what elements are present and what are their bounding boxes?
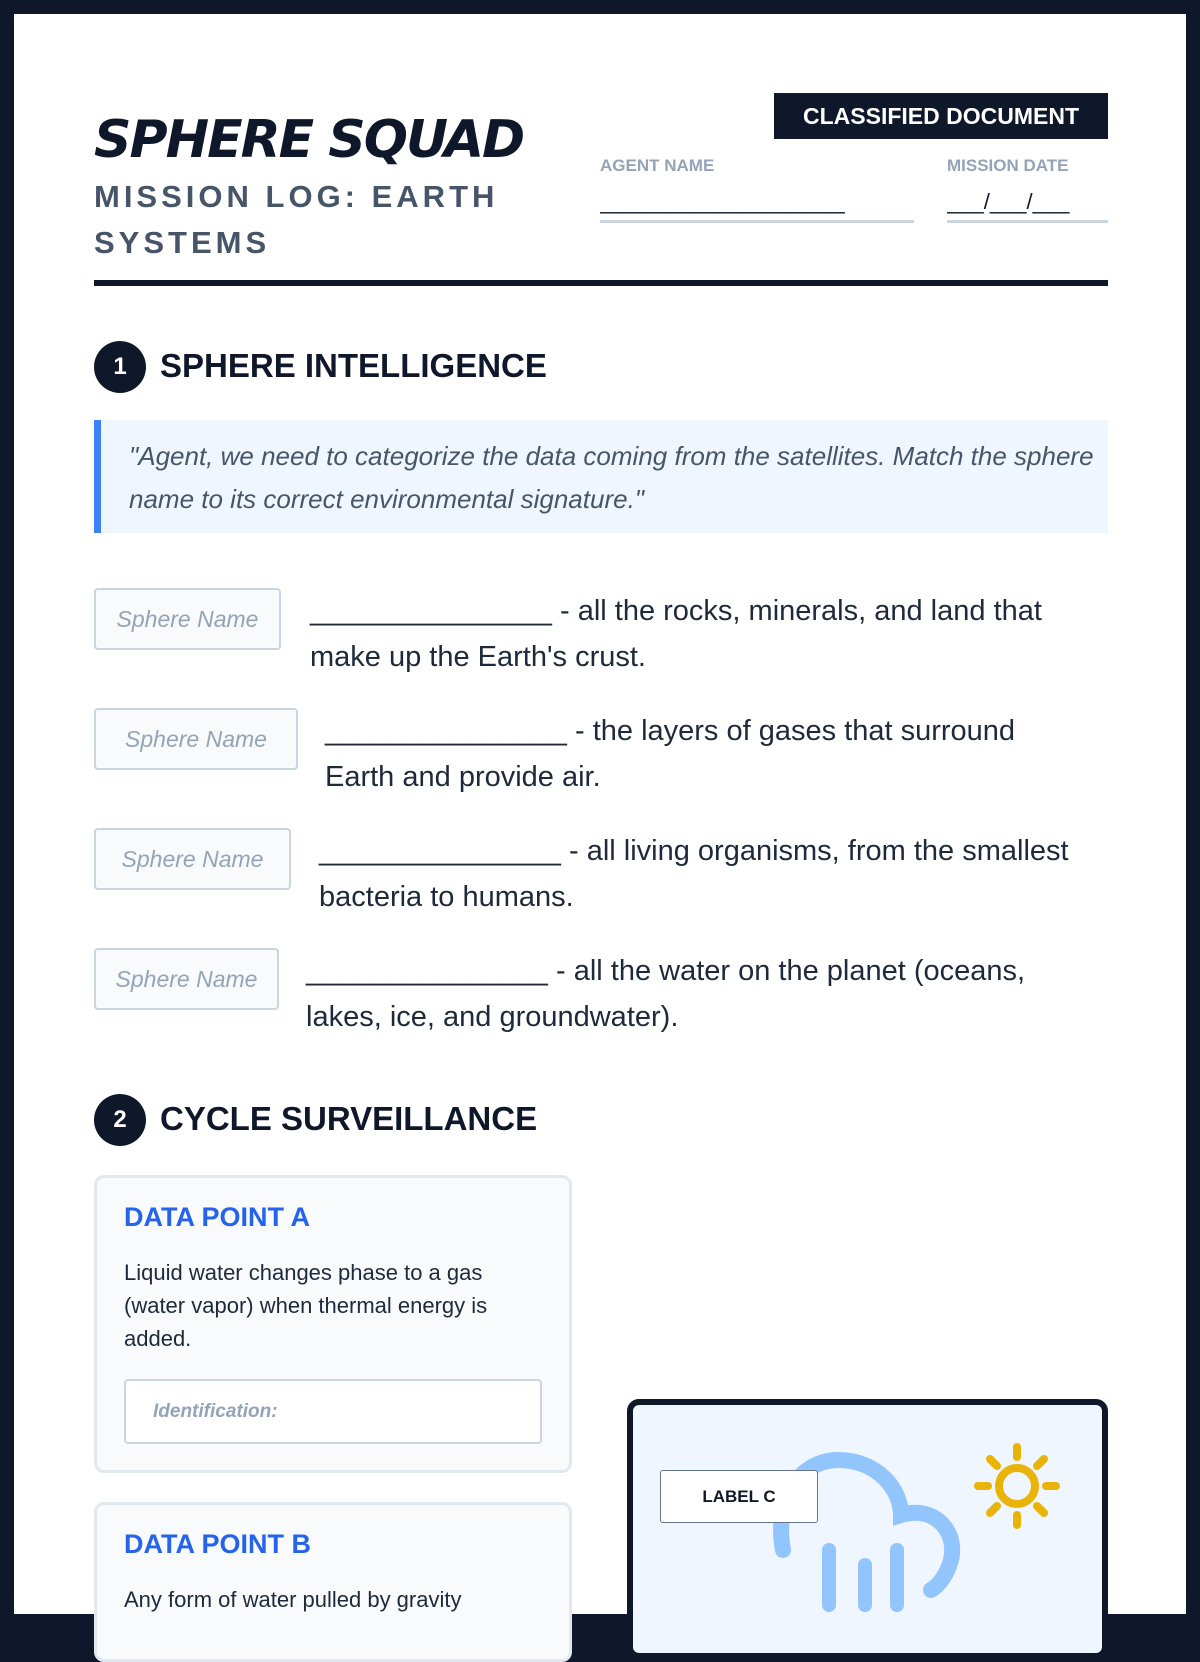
sun-icon	[978, 1447, 1056, 1525]
section-title-cycle-surveillance: CYCLE SURVEILLANCE	[160, 1100, 538, 1137]
header-divider	[94, 280, 1108, 286]
sphere-definition: _______________ - all the rocks, minerals, and land that make up the Earth's crust.	[310, 595, 1042, 673]
water-cycle-diagram	[627, 1399, 1108, 1659]
section-number-2: 2	[94, 1094, 146, 1146]
rain-icon	[829, 1550, 897, 1605]
mission-date-field[interactable]: ___/___/___	[947, 184, 1108, 223]
diagram-art	[633, 1405, 1103, 1659]
briefing-quote: "Agent, we need to categorize the data coming from the satellites. Match the sphere name to its correct environmental signature."	[94, 420, 1108, 533]
section-number-1: 1	[94, 341, 146, 393]
sphere-name-box[interactable]: Sphere Name	[94, 588, 281, 650]
card-title: DATA POINT B	[124, 1529, 311, 1559]
card-text: Any form of water pulled by gravity	[124, 1587, 462, 1612]
sphere-definition: _______________ - the layers of gases that surround Earth and provide air.	[325, 715, 1016, 793]
sphere-name-box[interactable]: Sphere Name	[94, 948, 279, 1010]
mission-date-label: MISSION DATE	[947, 156, 1069, 175]
classified-badge: CLASSIFIED DOCUMENT	[774, 93, 1108, 139]
sphere-definition: _______________ - all living organisms, from the smallest bacteria to humans.	[319, 835, 1069, 913]
sphere-name-box[interactable]: Sphere Name	[94, 708, 298, 770]
brand-title: SPHERE SQUAD	[94, 110, 524, 170]
section-title-sphere-intelligence: SPHERE INTELLIGENCE	[160, 347, 547, 384]
mission-subtitle: MISSION LOG: EARTH SYSTEMS	[94, 179, 499, 260]
agent-name-label: AGENT NAME	[600, 156, 715, 175]
data-point-card-b	[94, 1502, 572, 1662]
card-title: DATA POINT A	[124, 1202, 310, 1232]
agent-name-field[interactable]: ____________________	[600, 184, 914, 223]
sphere-name-box[interactable]: Sphere Name	[94, 828, 291, 890]
label-c-box[interactable]: LABEL C	[660, 1470, 818, 1523]
worksheet-page	[14, 14, 1186, 1614]
data-point-card-a	[94, 1175, 572, 1473]
card-text: Liquid water changes phase to a gas (water vapor) when thermal energy is added.	[124, 1260, 488, 1351]
sphere-definition: _______________ - all the water on the planet (oceans, lakes, ice, and groundwater).	[306, 955, 1026, 1033]
identification-field[interactable]: Identification:	[124, 1379, 542, 1444]
